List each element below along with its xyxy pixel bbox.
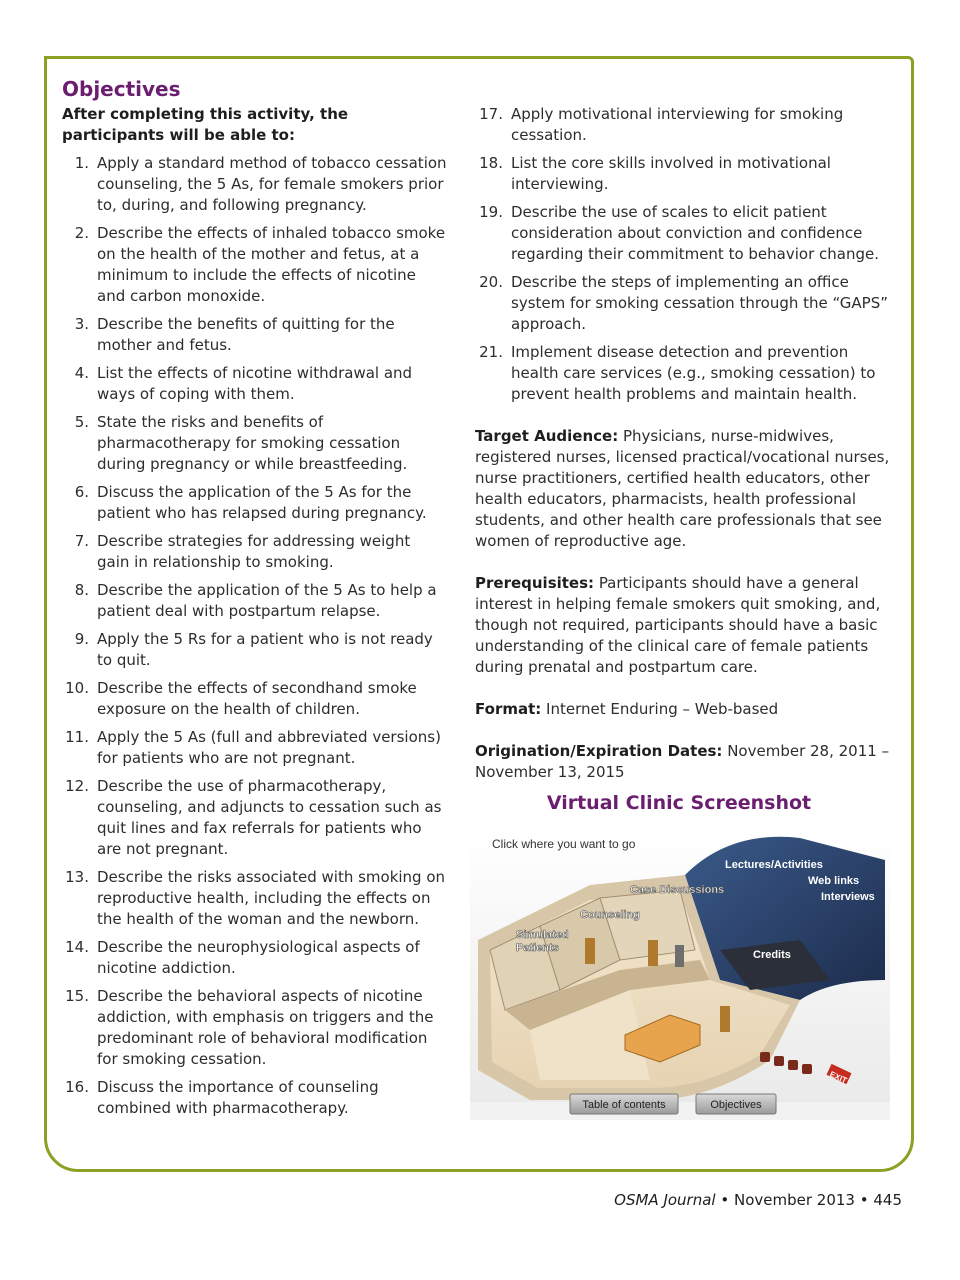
objective-item bbox=[62, 986, 447, 1070]
objective-text: Describe the effects of inhaled tobacco smoke on the health of the mother and fetus, at a minimum to include the effects of nicotine and carbon monoxide. bbox=[97, 224, 446, 305]
room-simulated[interactable]: Simulated bbox=[516, 929, 569, 941]
objective-text: List the core skills involved in motivational interviewing. bbox=[511, 154, 831, 193]
prerequisites-label: Prerequisites: bbox=[475, 574, 595, 592]
objective-text: Describe the behavioral aspects of nicotine addiction, with emphasis on triggers and the predominant role of behavioral modification for smoking cessation. bbox=[97, 987, 434, 1068]
page-footer bbox=[614, 1190, 902, 1210]
room-interviews[interactable]: Interviews bbox=[821, 891, 875, 903]
objectives-button-label: Objectives bbox=[710, 1099, 762, 1111]
objective-item bbox=[62, 153, 447, 216]
objective-number: 9. bbox=[74, 630, 89, 648]
objective-item bbox=[62, 678, 447, 720]
objective-item bbox=[475, 104, 890, 146]
target-audience bbox=[475, 426, 890, 552]
toc-button-label: Table of contents bbox=[582, 1099, 666, 1111]
dates bbox=[475, 741, 890, 783]
room-case-discussions[interactable]: Case Discussions bbox=[630, 884, 725, 896]
objective-item bbox=[62, 314, 447, 356]
room-counseling[interactable]: Counseling bbox=[580, 909, 640, 921]
footer-sep-2: • bbox=[854, 1191, 874, 1209]
dates-text: November 28, 2011 – November 13, 2015 bbox=[475, 742, 890, 781]
objective-number: 3. bbox=[74, 315, 89, 333]
objective-text: Apply the 5 Rs for a patient who is not ready to quit. bbox=[97, 630, 433, 669]
objective-number: 21. bbox=[479, 343, 503, 361]
objective-number: 19. bbox=[479, 203, 503, 221]
format-label: Format: bbox=[475, 700, 542, 718]
objective-item bbox=[62, 531, 447, 573]
objective-number: 1. bbox=[74, 154, 89, 172]
objective-item bbox=[475, 153, 890, 195]
objective-number: 5. bbox=[74, 413, 89, 431]
objective-item bbox=[62, 937, 447, 979]
objectives-list-left bbox=[62, 153, 447, 1119]
footer-sep-1: • bbox=[715, 1191, 734, 1209]
objective-item bbox=[62, 223, 447, 307]
virtual-clinic-screenshot bbox=[470, 830, 890, 1120]
objective-text: Describe the benefits of quitting for the mother and fetus. bbox=[97, 315, 395, 354]
objective-item bbox=[62, 727, 447, 769]
objective-number: 18. bbox=[479, 154, 503, 172]
footer-date: November 2013 bbox=[733, 1191, 855, 1209]
objective-item bbox=[62, 629, 447, 671]
objective-number: 11. bbox=[65, 728, 89, 746]
footer-journal: OSMA Journal bbox=[614, 1191, 716, 1209]
objective-number: 7. bbox=[74, 532, 89, 550]
prerequisites bbox=[475, 573, 890, 678]
objectives-heading: Objectives bbox=[62, 77, 181, 101]
objective-number: 16. bbox=[65, 1078, 89, 1096]
objectives-intro: After completing this activity, the participants will be able to: bbox=[62, 105, 349, 144]
objective-item bbox=[62, 482, 447, 524]
objective-text: Describe strategies for addressing weight gain in relationship to smoking. bbox=[97, 532, 411, 571]
target-audience-label: Target Audience: bbox=[475, 427, 619, 445]
objective-number: 14. bbox=[65, 938, 89, 956]
clinic-prompt: Click where you want to go bbox=[492, 837, 636, 851]
objective-text: Describe the use of scales to elicit patient consideration about conviction and confidence regarding their commitment to behavior change. bbox=[511, 203, 879, 263]
right-column bbox=[475, 104, 890, 783]
objective-item bbox=[475, 272, 890, 335]
objective-number: 15. bbox=[65, 987, 89, 1005]
objective-number: 4. bbox=[74, 364, 89, 382]
left-column bbox=[62, 76, 447, 1119]
objectives-button[interactable] bbox=[696, 1094, 776, 1114]
objective-item bbox=[475, 202, 890, 265]
objective-text: Discuss the importance of counseling combined with pharmacotherapy. bbox=[97, 1078, 379, 1117]
objectives-list-right bbox=[475, 104, 890, 405]
objective-number: 2. bbox=[74, 224, 89, 242]
objective-text: Describe the effects of secondhand smoke exposure on the health of children. bbox=[97, 679, 417, 718]
objective-text: Apply a standard method of tobacco cessation counseling, the 5 As, for female smokers prior to, during, and following pregnancy. bbox=[97, 154, 447, 214]
screenshot-title: Virtual Clinic Screenshot bbox=[546, 792, 812, 814]
objective-item bbox=[62, 867, 447, 930]
objective-item bbox=[62, 776, 447, 860]
objective-text: State the risks and benefits of pharmacotherapy for smoking cessation during pregnancy or while breastfeeding. bbox=[97, 413, 408, 473]
objective-number: 13. bbox=[65, 868, 89, 886]
objective-text: Apply motivational interviewing for smoking cessation. bbox=[511, 105, 844, 144]
objective-text: List the effects of nicotine withdrawal and ways of coping with them. bbox=[97, 364, 413, 403]
exit-sign[interactable]: EXIT bbox=[828, 1069, 849, 1086]
objective-number: 8. bbox=[74, 581, 89, 599]
objective-text: Implement disease detection and prevention health care services (e.g., smoking cessation) to prevent health problems and maintain health. bbox=[511, 343, 876, 403]
objective-number: 17. bbox=[479, 105, 503, 123]
objective-item bbox=[62, 580, 447, 622]
objective-text: Describe the application of the 5 As to help a patient deal with postpartum relapse. bbox=[97, 581, 437, 620]
prerequisites-text: Participants should have a general interest in helping female smokers quit smoking, and, though not required, participants should have a basic understanding of the clinical care of female patients during prenatal and postpartum care. bbox=[475, 574, 881, 676]
objective-text: Describe the steps of implementing an office system for smoking cessation through the “GAPS” approach. bbox=[511, 273, 888, 333]
objective-number: 6. bbox=[74, 483, 89, 501]
objective-text: Apply the 5 As (full and abbreviated versions) for patients who are not pregnant. bbox=[97, 728, 441, 767]
room-lectures[interactable]: Lectures/Activities bbox=[725, 859, 823, 871]
dates-label: Origination/Expiration Dates: bbox=[475, 742, 723, 760]
objective-item bbox=[62, 363, 447, 405]
objective-text: Discuss the application of the 5 As for the patient who has relapsed during pregnancy. bbox=[97, 483, 427, 522]
footer-page-number: 445 bbox=[873, 1191, 902, 1209]
format bbox=[475, 699, 890, 720]
objective-text: Describe the risks associated with smoking on reproductive health, including the effects on the health of the woman and the newborn. bbox=[97, 868, 446, 928]
toc-button[interactable] bbox=[570, 1094, 678, 1114]
objective-item bbox=[475, 342, 890, 405]
objective-number: 10. bbox=[65, 679, 89, 697]
objective-text: Describe the neurophysiological aspects of nicotine addiction. bbox=[97, 938, 420, 977]
room-credits[interactable]: Credits bbox=[753, 949, 791, 961]
objective-item bbox=[62, 412, 447, 475]
objective-number: 12. bbox=[65, 777, 89, 795]
format-text: Internet Enduring – Web-based bbox=[541, 700, 779, 718]
room-patients[interactable]: Patients bbox=[516, 942, 559, 954]
objective-item bbox=[62, 1077, 447, 1119]
objective-number: 20. bbox=[479, 273, 503, 291]
objective-text: Describe the use of pharmacotherapy, counseling, and adjuncts to cessation such as quit lines and fax referrals for patients who are not pregnant. bbox=[97, 777, 442, 858]
target-audience-text: Physicians, nurse-midwives, registered nurses, licensed practical/vocational nurses, nurse practitioners, certified health educators, other health educators, pharmacists, health professional students, and other health care professionals that see women of reproductive age. bbox=[475, 427, 890, 550]
room-weblinks[interactable]: Web links bbox=[808, 875, 860, 887]
